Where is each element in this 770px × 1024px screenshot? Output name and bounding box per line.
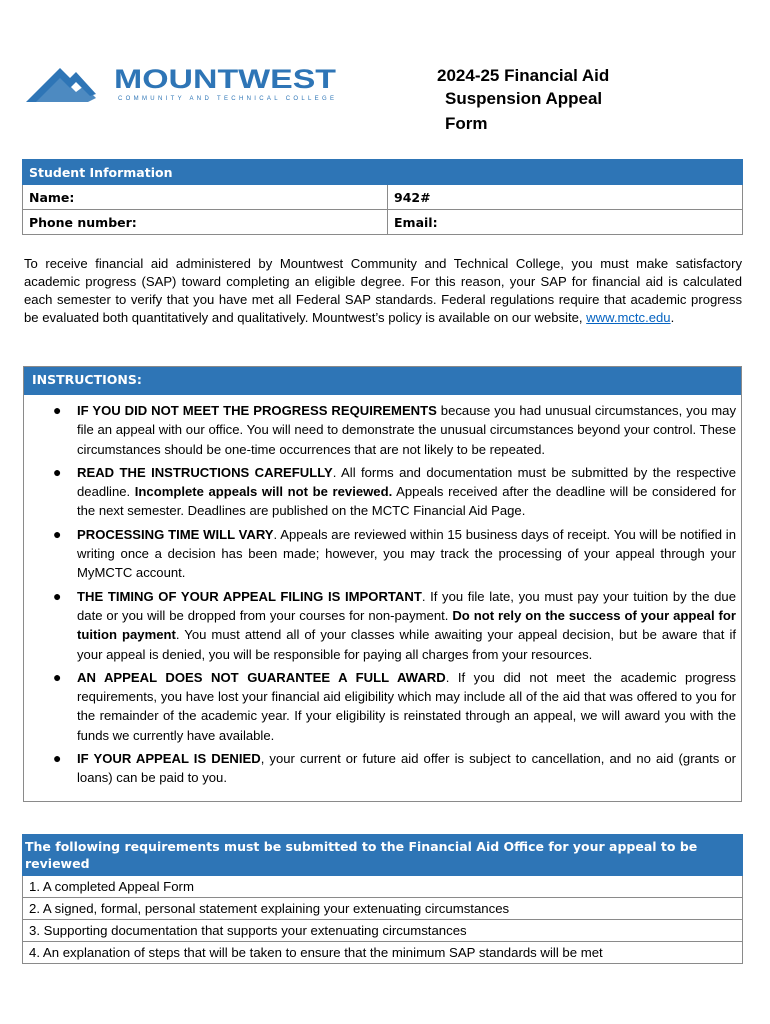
instruction-text: . If you did not meet the academic progress requirements, you have lost your financial aid eligibility which may include all of the aid that was offered to you for the remainder of the academic year. If your eligibility is reinstated through an appeal, we will award you with the funds we currently have available.: [77, 669, 736, 743]
instruction-text: Appeals received after the deadline will be considered for the next semester. Deadlines are published on the MCTC Financial Aid Page.: [77, 484, 736, 519]
instructions-list: [53, 401, 736, 792]
requirement-item: 4. An explanation of steps that will be taken to ensure that the minimum SAP standards will be met: [23, 942, 743, 964]
instruction-heading: READ THE INSTRUCTIONS CAREFULLY: [77, 464, 333, 480]
instruction-item: [53, 463, 736, 521]
form-title-line3: Form: [445, 114, 488, 133]
instruction-item: [53, 401, 736, 459]
bullet-icon: ●: [53, 402, 62, 418]
bullet-icon: ●: [53, 587, 62, 604]
instruction-text: because you had unusual circumstances, you may file an appeal with our office. You will need to demonstrate the unusual circumstances beyond your control. These circumstances should be one-time occurrences that are not likely to be repeated.: [77, 403, 736, 457]
instruction-item: [53, 525, 736, 583]
instruction-item: [53, 668, 736, 745]
intro-text: To receive financial aid administered by Mountwest Community and Technical College, you must make satisfactory academic progress (SAP) toward completing an eligible degree. For this reason, your SAP for financial aid is calculated each semester to verify that you have met all Federal SAP standards. Federal regulations require that academic progress be evaluated both quantitatively and qualitatively. Mountwest’s policy is available on our website,: [24, 256, 742, 325]
instruction-heading: PROCESSING TIME WILL VARY: [77, 526, 274, 542]
student-id-field[interactable]: 942#: [388, 185, 743, 210]
instruction-text: . If you file late, you must pay your tuition by the due date or you will be dropped from your courses for non-payment.: [77, 588, 736, 623]
student-info-header: Student Information: [23, 160, 743, 185]
instruction-item: [53, 749, 736, 788]
instruction-heading: THE TIMING OF YOUR APPEAL FILING IS IMPORTANT: [77, 588, 422, 604]
bullet-icon: ●: [53, 750, 62, 767]
requirements-table: [22, 834, 743, 964]
requirements-header: The following requirements must be submitted to the Financial Aid Office for your appeal to be reviewed: [23, 835, 743, 876]
instruction-text: . Appeals are reviewed within 15 business days of receipt. You will be notified in writing once a decision has been made; however, you may track the processing of your appeal through your MyMCTC account.: [77, 526, 736, 581]
website-link[interactable]: www.mctc.edu: [586, 310, 671, 325]
requirement-item: 2. A signed, formal, personal statement explaining your extenuating circumstances: [23, 898, 743, 920]
instructions-header: INSTRUCTIONS:: [24, 367, 741, 395]
logo-tagline: COMMUNITY AND TECHNICAL COLLEGE: [118, 96, 335, 102]
name-field[interactable]: Name:: [23, 185, 388, 210]
email-field[interactable]: Email:: [388, 210, 743, 235]
bullet-icon: ●: [53, 463, 62, 480]
bullet-icon: ●: [53, 525, 62, 542]
instruction-item: [53, 587, 736, 664]
instruction-text: . You must attend all of your classes while awaiting your appeal decision, but be aware that if your appeal is denied, you will be responsible for paying all charges from your resources.: [77, 627, 736, 662]
requirement-item: 3. Supporting documentation that supports your extenuating circumstances: [23, 920, 743, 942]
instruction-emphasis: Incomplete appeals will not be reviewed.: [134, 484, 393, 500]
form-title-line2: Suspension Appeal: [445, 89, 603, 108]
form-title: [437, 64, 657, 135]
logo-brand: MOUNTWEST: [114, 64, 337, 94]
phone-field[interactable]: Phone number:: [23, 210, 388, 235]
instruction-text: . All forms and documentation must be submitted by the respective deadline.: [77, 464, 736, 500]
instructions-box: [23, 366, 742, 802]
student-info-table: [22, 159, 743, 235]
instruction-emphasis: Do not rely on the success of your appeal for tuition payment: [77, 607, 736, 643]
instruction-text: , your current or future aid offer is subject to cancellation, and no aid (grants or loans) can be paid to you.: [77, 751, 737, 786]
requirement-item: 1. A completed Appeal Form: [23, 876, 743, 898]
bullet-icon: ●: [53, 668, 62, 685]
instruction-heading: IF YOUR APPEAL IS DENIED: [77, 751, 261, 767]
mountwest-logo: [26, 62, 346, 110]
instruction-heading: IF YOU DID NOT MEET THE PROGRESS REQUIREMENTS: [77, 403, 437, 418]
intro-end: .: [670, 310, 675, 325]
instruction-heading: AN APPEAL DOES NOT GUARANTEE A FULL AWARD: [77, 669, 446, 685]
intro-paragraph: [24, 255, 742, 327]
form-title-line1: 2024-25 Financial Aid: [437, 66, 610, 85]
